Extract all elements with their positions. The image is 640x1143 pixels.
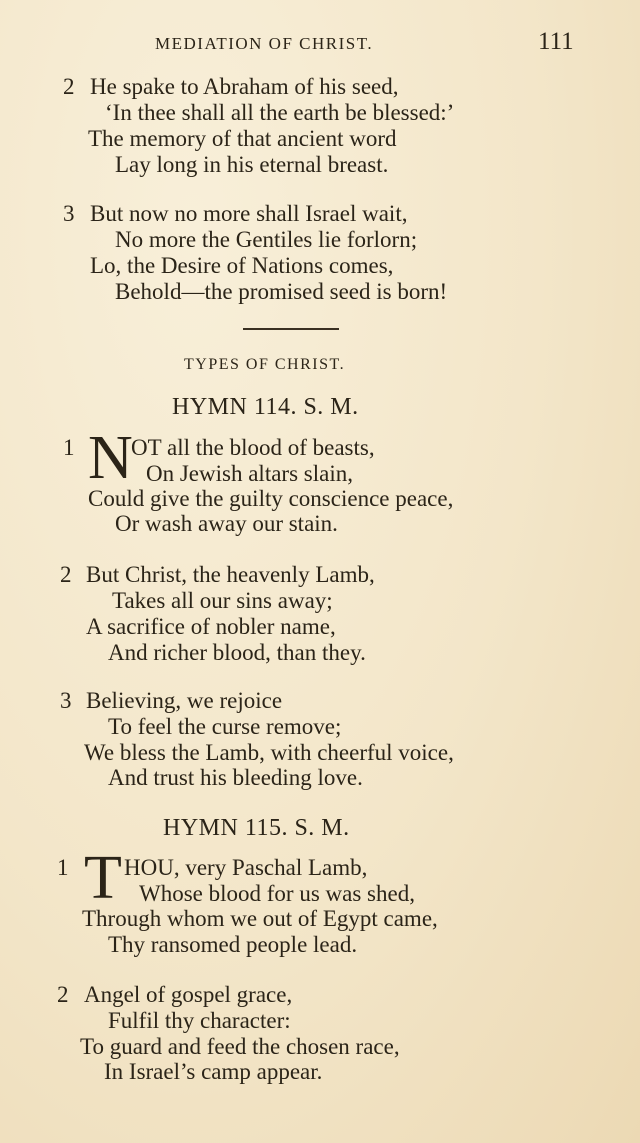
verse-line: Lo, the Desire of Nations comes, [90,253,394,278]
hymn-115-title: HYMN 115. S. M. [163,815,350,841]
verse-line: A sacrifice of nobler name, [86,614,336,639]
verse-line: And richer blood, than they. [108,640,366,665]
stanza-number: 1 [63,435,75,460]
stanza-number: 2 [57,982,69,1007]
verse-line: Could give the guilty conscience peace, [88,486,454,511]
verse-line: Lay long in his eternal breast. [115,152,389,177]
drop-capital: T [84,844,122,912]
section-divider [243,328,339,330]
verse-line: Fulfil thy character: [108,1008,291,1033]
running-head: MEDIATION OF CHRIST. [155,34,374,53]
verse-line: Thy ransomed people lead. [108,932,358,957]
hymn-114-title: HYMN 114. S. M. [172,394,359,420]
verse-line: Whose blood for us was shed, [139,881,415,906]
stanza-number: 2 [60,562,72,587]
verse-line: Angel of gospel grace, [84,982,293,1007]
verse-line: Through whom we out of Egypt came, [82,906,438,931]
stanza-number: 2 [63,74,75,99]
verse-line: Or wash away our stain. [115,511,338,536]
verse-line: To feel the curse remove; [108,714,342,739]
page-number: 111 [538,28,574,55]
verse-line: OT all the blood of beasts, [131,435,375,460]
verse-line: To guard and feed the chosen race, [80,1034,400,1059]
verse-line: The memory of that ancient word [88,126,397,151]
verse-line: On Jewish altars slain, [146,461,353,486]
verse-line: Takes all our sins away; [112,588,333,613]
stanza-number: 1 [57,855,69,880]
verse-line: Believing, we rejoice [86,688,283,713]
stanza-number: 3 [60,688,72,713]
verse-line: We bless the Lamb, with cheerful voice, [84,740,454,765]
drop-capital: N [88,424,133,492]
verse-line: Behold—the promised seed is born! [115,279,448,304]
verse-line: No more the Gentiles lie forlorn; [115,227,418,252]
page-header [0,30,640,60]
verse-line: But Christ, the heavenly Lamb, [86,562,375,587]
verse-line: And trust his bleeding love. [108,765,363,790]
verse-line: HOU, very Paschal Lamb, [124,855,368,880]
section-heading: TYPES OF CHRIST. [184,356,346,373]
verse-line: ‘In thee shall all the earth be blessed:’ [105,100,455,125]
verse-line: He spake to Abraham of his seed, [90,74,399,99]
verse-line: In Israel’s camp appear. [104,1059,323,1084]
verse-line: But now no more shall Israel wait, [90,201,408,226]
stanza-number: 3 [63,201,75,226]
